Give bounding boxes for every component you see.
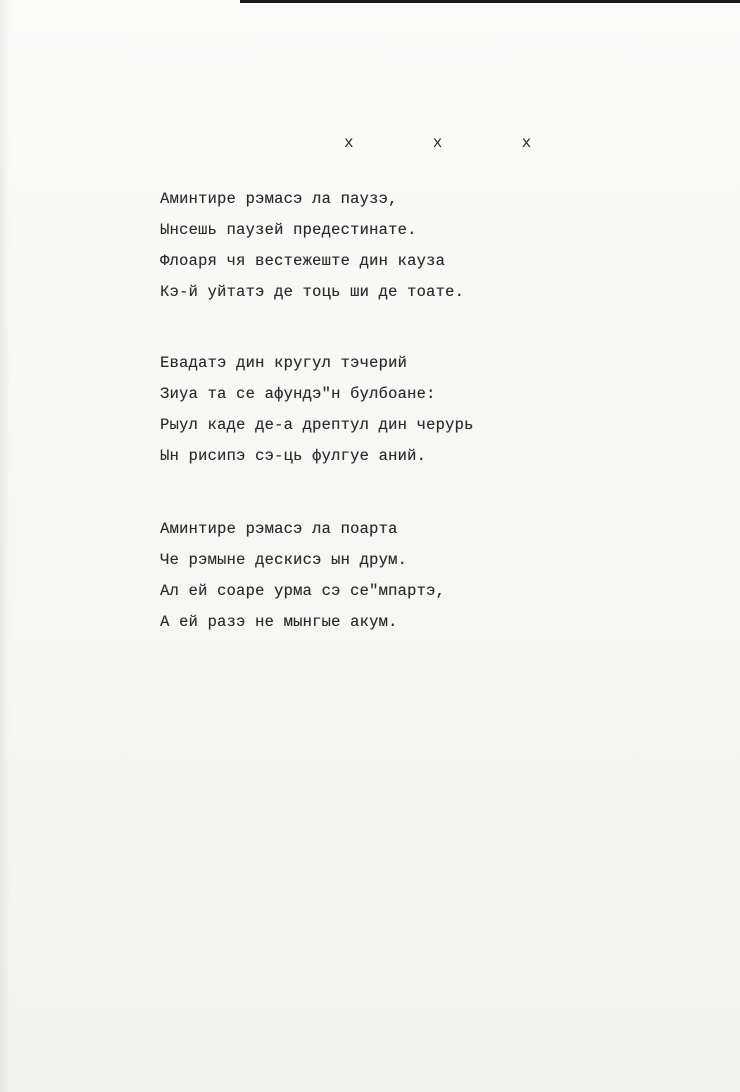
verse-line: Рыул каде де-а дрептул дин черурь	[160, 416, 474, 434]
verse-line: А ей разэ не мынгые акум.	[160, 613, 398, 631]
verse-line: Зиуа та се афундэ"н булбоане:	[160, 385, 436, 403]
verse-line: Аминтире рэмасэ ла паузэ,	[160, 190, 398, 208]
verse-line: Ын рисипэ сэ-ць фулгуе аний.	[160, 447, 427, 465]
stanza-2	[160, 348, 474, 472]
stanza-3	[160, 514, 445, 638]
verse-line: Кэ-й уйтатэ де тоць ши де тоате.	[160, 283, 465, 301]
page-left-shadow	[0, 0, 10, 1092]
verse-line: Ынсешь паузей предестинате.	[160, 221, 417, 239]
verse-line: Ал ей соаре урма сэ се"мпартэ,	[160, 582, 446, 600]
verse-line: Аминтире рэмасэ ла поарта	[160, 520, 398, 538]
verse-line: Че рэмыне дескисэ ын друм.	[160, 551, 408, 569]
stanza-1	[160, 184, 464, 308]
page-top-edge	[240, 0, 740, 3]
verse-line: Евадатэ дин кругул тэчерий	[160, 354, 408, 372]
verse-line: Флоаря чя вестежеште дин кауза	[160, 252, 446, 270]
section-separator: x x x	[344, 134, 532, 152]
